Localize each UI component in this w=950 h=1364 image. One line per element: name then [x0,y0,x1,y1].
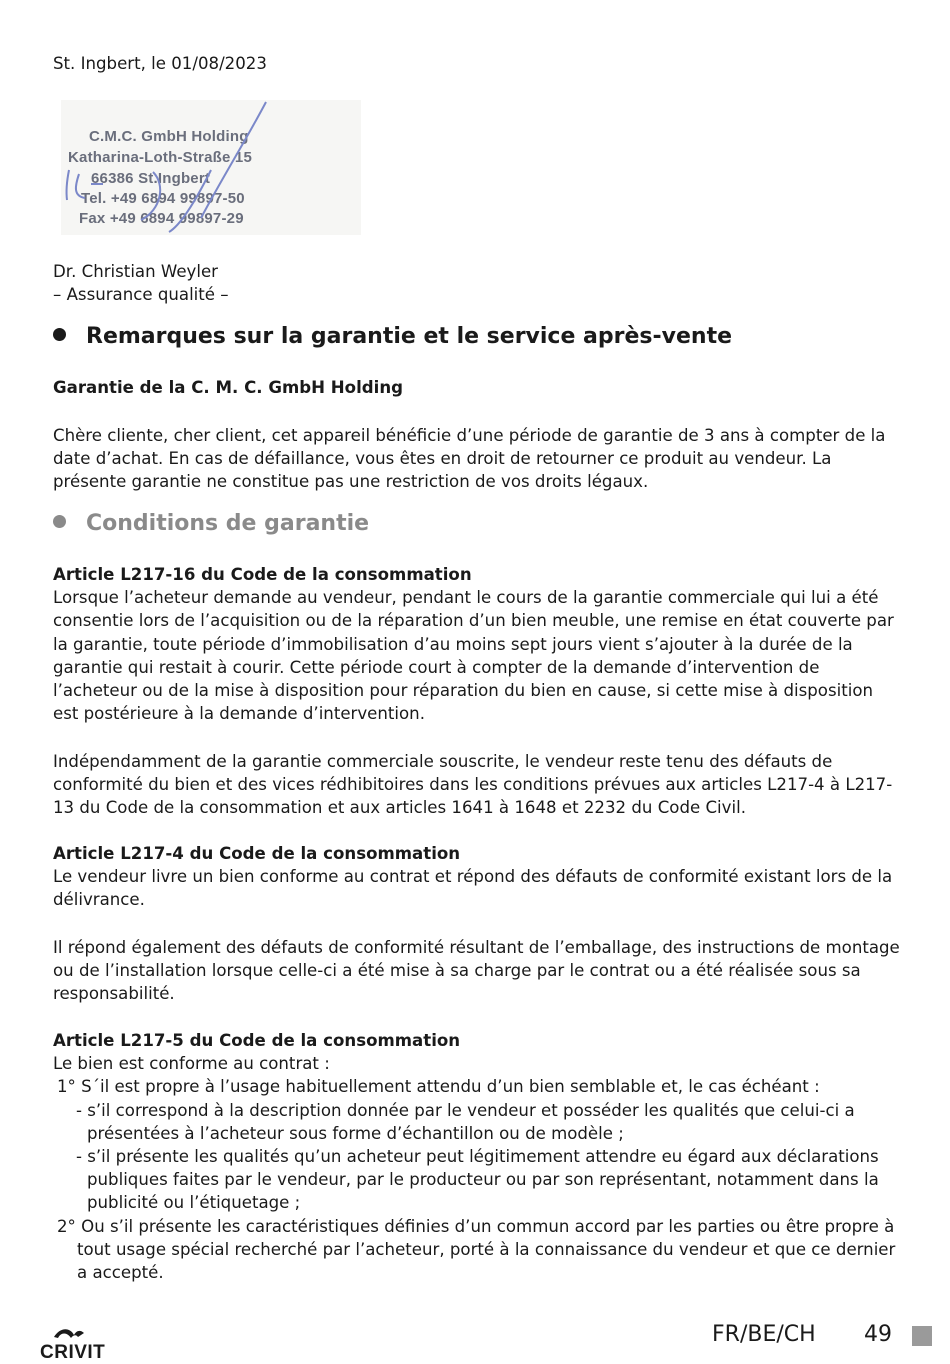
section-heading-text: Conditions de garantie [86,511,370,536]
article-l217-16 [53,563,903,725]
list-subitem: - s’il correspond à la description donnée par le vendeur et posséder les qualités que celui-ci a présentées à l’acheteur sous forme d’échantillon ou de modèle ; [76,1100,855,1143]
stamp-line-4: Tel. +49 6894 99897-50 [81,190,245,207]
company-stamp [61,100,361,235]
signatory-name: Dr. Christian Weyler [53,262,218,281]
article-l217-4-continued [53,936,903,1006]
signatory-block [53,260,229,306]
article-l217-5 [53,1029,903,1284]
list-item: 2° Ou s’il présente les caractéristiques définies d’un commun accord par les parties ou être propre à tout usage spécial recherché par l’acheteur, porté à la connaissance du vendeur et que ce dernier a accepté. [57,1216,896,1283]
list-item: 1° S´il est propre à l’usage habituellement attendu d’un bien semblable et, le cas échéant : [57,1077,820,1097]
article-title: Article L217-16 du Code de la consommation [53,565,472,584]
article-l217-4 [53,842,903,912]
article-title: Article L217-5 du Code de la consommation [53,1031,461,1050]
section-heading-warranty [53,324,732,349]
article-title: Article L217-4 du Code de la consommation [53,844,461,863]
warranty-paragraph-block [53,424,903,494]
article-paragraph: Indépendamment de la garantie commerciale souscrite, le vendeur reste tenu des défauts de conformité du bien et des vices rédhibitoires dans les conditions prévues aux articles L217-4 à L217-13 du Code de la consommation et aux articles 1641 à 1648 et 2232 du Code Civil. [53,752,893,818]
article-paragraph: Lorsque l’acheteur demande au vendeur, pendant le cours de la garantie commerciale qui lui a été consentie lors de l’acquisition ou de la réparation d’un bien meuble, une remise en état couverte par la garantie, toute période d’immobilisation d’au moins sept jours vient s’ajouter à la durée de la garantie qui restait à courir. Cette période court à compter de la demande d’intervention de l’acheteur ou de la mise à disposition pour réparation du bien en cause, si cette mise à disposition est postérieure à la demande d’intervention. [53,588,894,724]
article-paragraph: Le vendeur livre un bien conforme au contrat et répond des défauts de conformité existant lors de la délivrance. [53,867,893,910]
stamp-line-2: Katharina-Loth-Straße 15 [68,149,252,166]
page-number: 49 [864,1322,892,1347]
section-heading-conditions [53,511,369,536]
handwritten-signature-icon [61,100,361,235]
brand-logo-text: CRIVIT [40,1342,106,1363]
article-intro: Le bien est conforme au contrat : [53,1054,330,1074]
warranty-paragraph: Chère cliente, cher client, cet appareil bénéficie d’une période de garantie de 3 ans à compter de la date d’achat. En cas de défaillance, vous êtes en droit de retourner ce produit au vendeur. La présente garantie ne constitue pas une restriction de vos droits légaux. [53,426,886,492]
article-l217-16-continued [53,750,903,820]
signatory-role: – Assurance qualité – [53,285,229,305]
warranty-subtitle: Garantie de la C. M. C. GmbH Holding [53,378,404,397]
list-subitem: - s’il présente les qualités qu’un acheteur peut légitimement attendre eu égard aux déclarations publiques faites par le vendeur, par le producteur ou par son représentant, notamment dans la publicité ou l’étiquetage ; [76,1147,879,1213]
section-heading-text: Remarques sur la garantie et le service après-vente [86,324,733,349]
footer-region-code: FR/BE/CH [712,1322,816,1347]
bullet-icon [53,515,66,528]
article-paragraph: Il répond également des défauts de conformité résultant de l’emballage, des instructions de montage ou de l’installation lorsque celle-ci a été mise à sa charge par le contrat ou a été réalisée sous sa responsabilité. [53,938,900,1004]
page-marker-square [912,1326,932,1346]
date-line: St. Ingbert, le 01/08/2023 [53,54,267,73]
stamp-line-5: Fax +49 6894 99897-29 [79,210,244,227]
stamp-line-1: C.M.C. GmbH Holding [89,128,249,145]
stamp-line-3: 66386 St.Ingbert [91,170,211,187]
warranty-intro [53,376,903,399]
bullet-icon [53,328,66,341]
